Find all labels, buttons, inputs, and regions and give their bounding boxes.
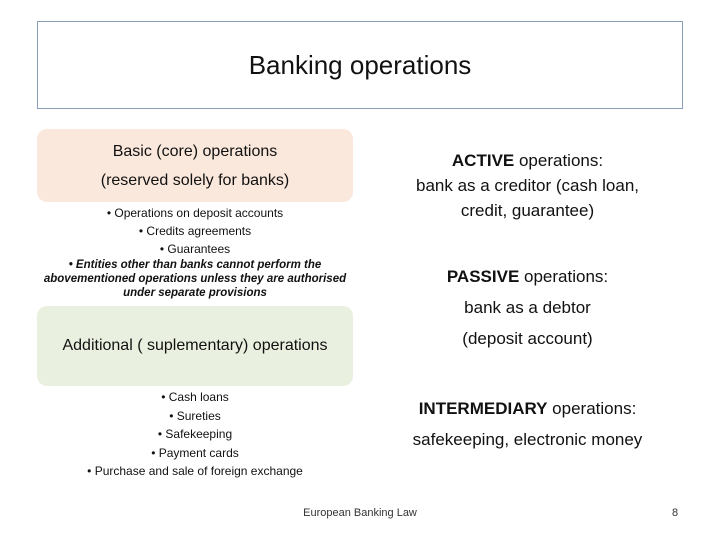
additional-operations-box xyxy=(37,306,353,386)
intermediary-heading xyxy=(375,393,680,424)
active-heading xyxy=(375,148,680,173)
passive-heading xyxy=(375,261,680,292)
core-heading-line1: Basic (core) operations xyxy=(112,142,278,160)
additional-operations-list xyxy=(40,388,350,481)
title-box xyxy=(37,21,683,109)
active-suffix: operations: xyxy=(514,151,604,170)
passive-operations xyxy=(375,261,680,354)
active-label: ACTIVE xyxy=(451,151,515,170)
passive-label: PASSIVE xyxy=(446,267,520,286)
list-item: • Purchase and sale of foreign exchange xyxy=(87,464,303,478)
active-line1: bank as a creditor (cash loan, xyxy=(415,176,639,195)
list-item: • Cash loans xyxy=(161,390,229,404)
core-heading-line2: (reserved solely for banks) xyxy=(100,171,290,189)
list-item: • Operations on deposit accounts xyxy=(106,206,284,220)
active-line2: credit, guarantee) xyxy=(460,201,595,220)
list-item: • Guarantees xyxy=(159,242,231,256)
additional-heading: Additional ( suplementary) operations xyxy=(62,337,328,354)
intermediary-line1: safekeeping, electronic money xyxy=(412,430,643,449)
intermediary-label: INTERMEDIARY xyxy=(418,399,548,418)
slide-title: Banking operations xyxy=(248,49,472,80)
intermediary-operations xyxy=(375,393,680,455)
core-operations-list xyxy=(40,204,350,300)
list-item: • Credits agreements xyxy=(138,224,252,238)
intermediary-suffix: operations: xyxy=(547,399,637,418)
passive-line1: bank as a debtor xyxy=(464,298,591,317)
passive-suffix: operations: xyxy=(519,267,609,286)
page-number: 8 xyxy=(671,507,679,519)
list-item: • Safekeeping xyxy=(157,427,233,441)
passive-line2: (deposit account) xyxy=(462,329,593,348)
core-operations-box xyxy=(37,129,353,202)
core-note: • Entities other than banks cannot perform the abovementioned operations unless they are authorised under separate provisions xyxy=(43,259,347,299)
active-operations xyxy=(375,148,680,223)
list-item: • Payment cards xyxy=(151,445,239,460)
list-item: • Sureties xyxy=(169,408,221,423)
footer-text: European Banking Law xyxy=(303,507,417,519)
